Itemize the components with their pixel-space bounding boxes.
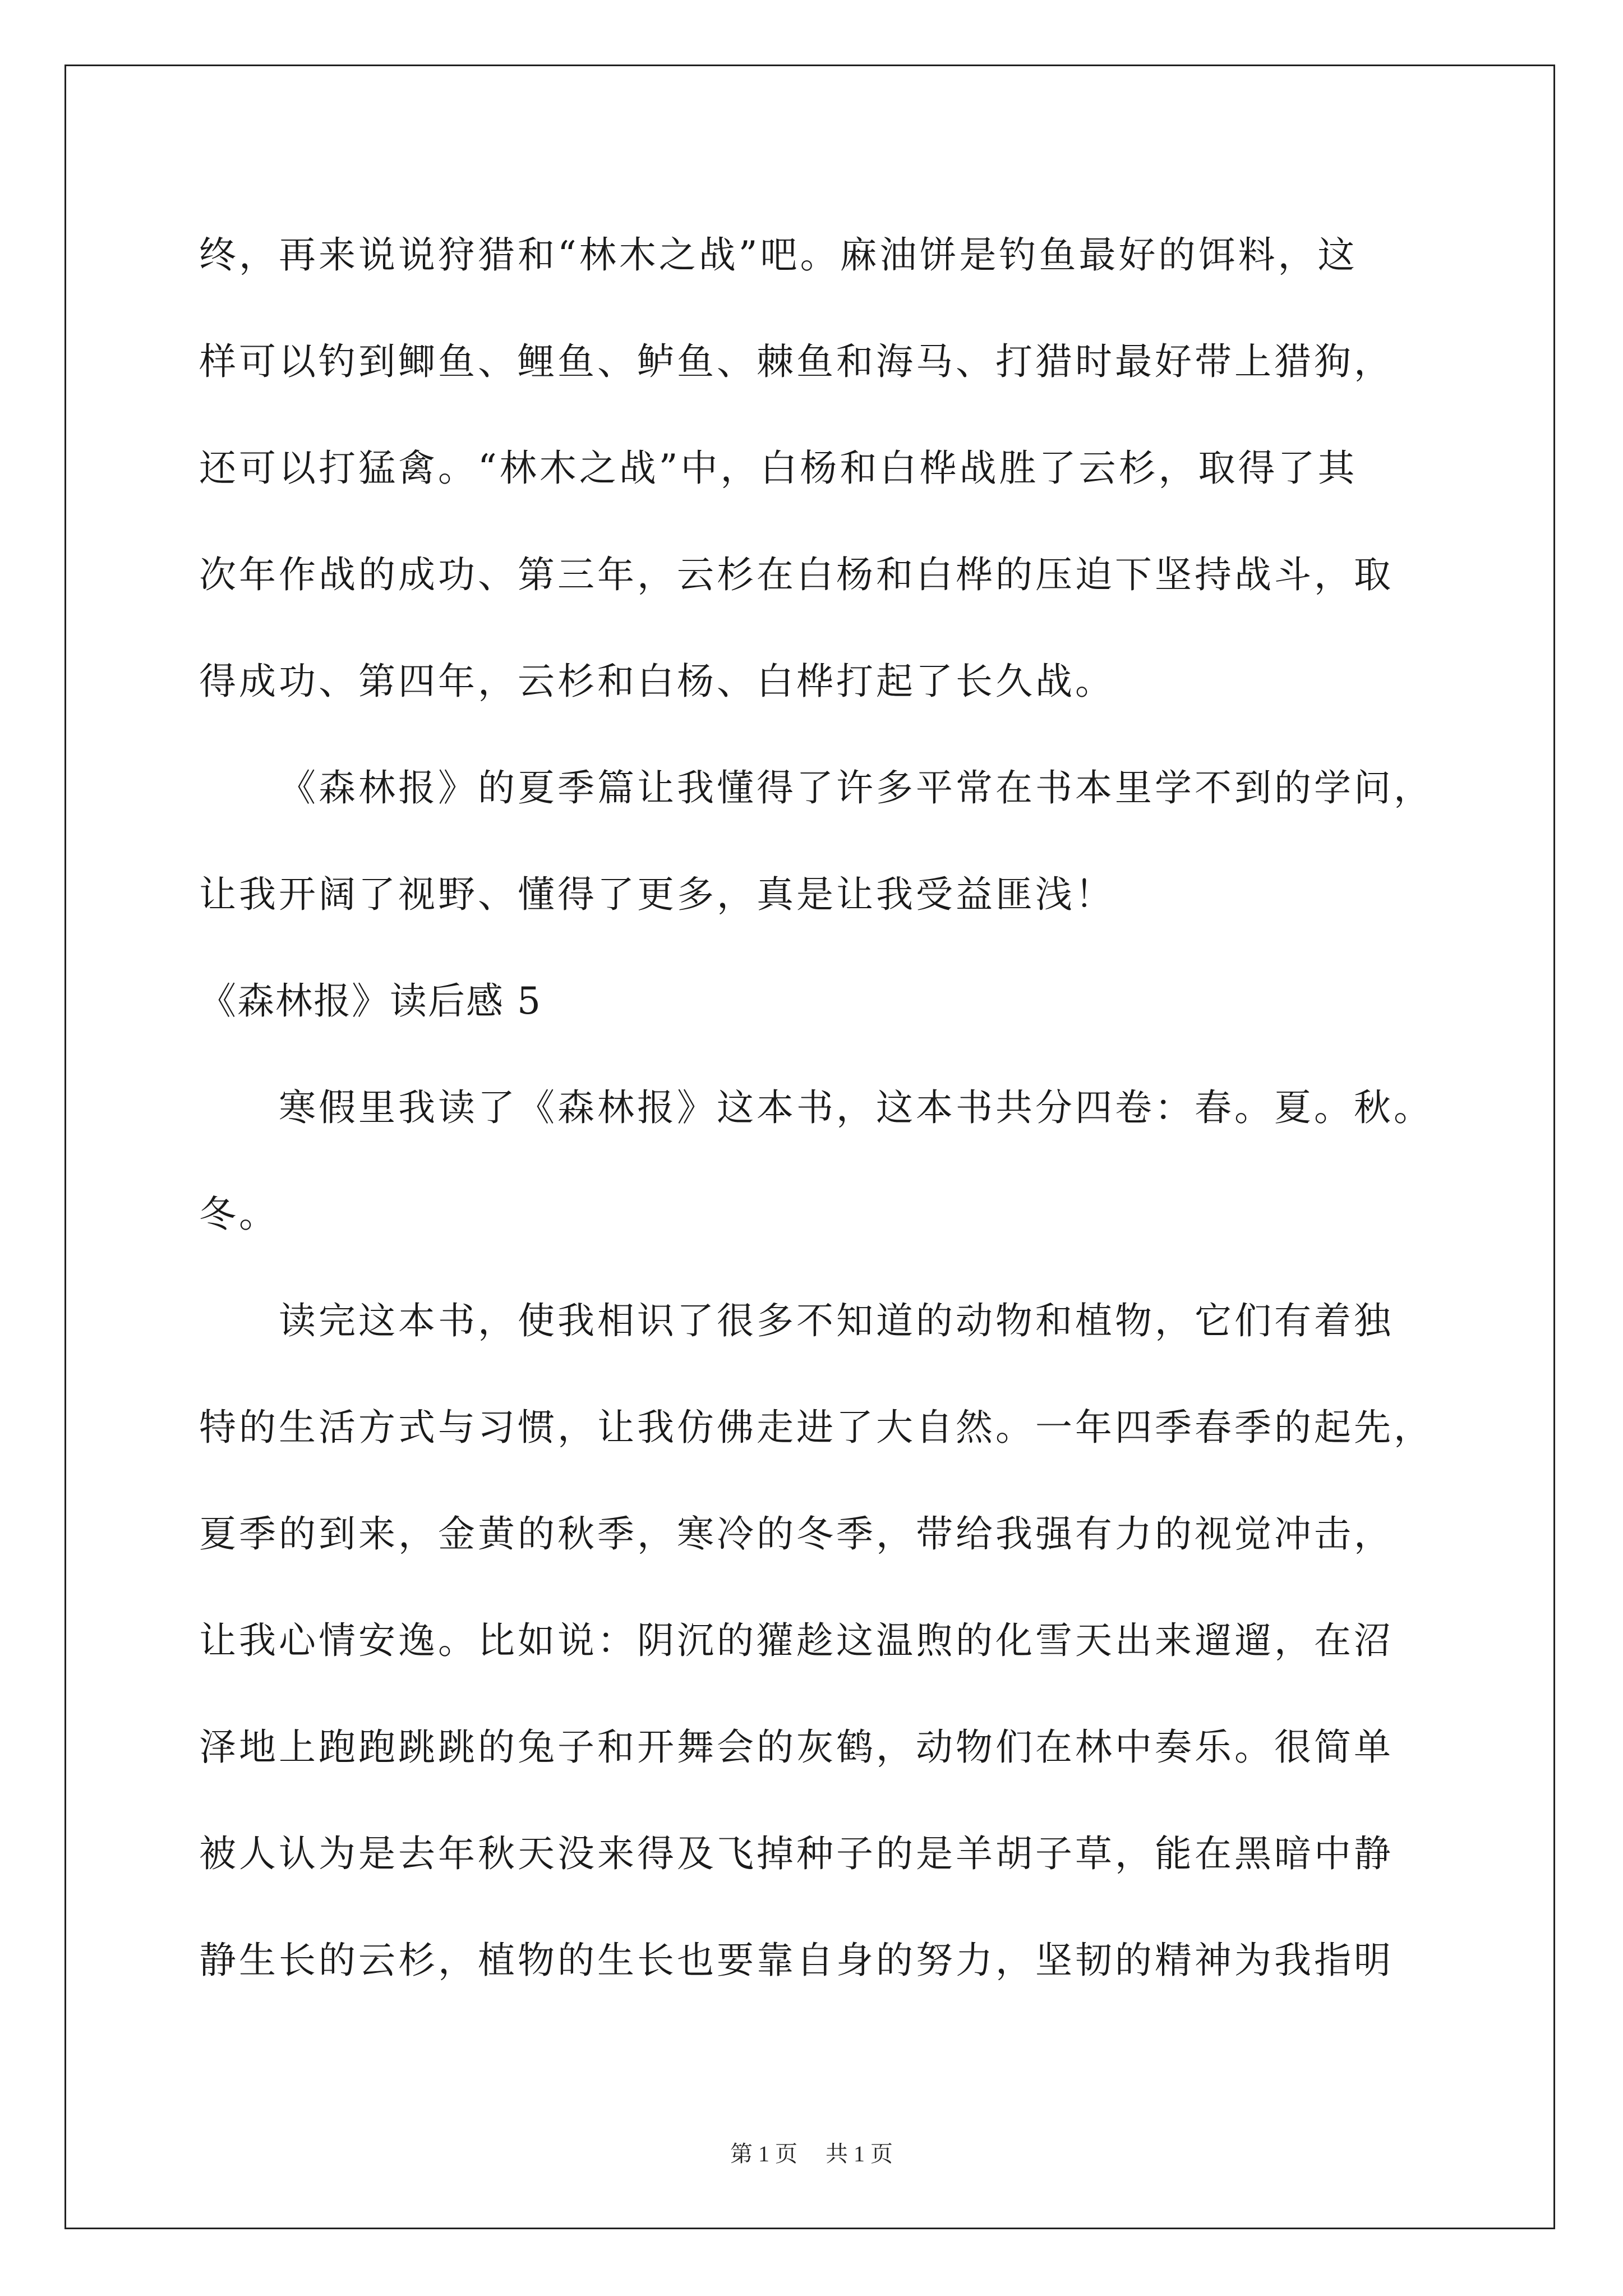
document-body (199, 202, 1433, 2014)
paragraph-line: 寒假里我读了《森林报》这本书，这本书共分四卷：春。夏。秋。 (279, 1086, 1433, 1129)
paragraph-line: 被人认为是去年秋天没来得及飞掉种子的是羊胡子草，能在黑暗中静 (199, 1832, 1394, 1875)
paragraph-line: 还可以打猛禽。“林木之战”中，白杨和白桦战胜了云杉，取得了其 (199, 447, 1358, 490)
paragraph-line: 泽地上跑跑跳跳的兔子和开舞会的灰鹤，动物们在林中奏乐。很简单 (199, 1726, 1394, 1769)
paragraph-line: 特的生活方式与习惯，让我仿佛走进了大自然。一年四季春季的起先， (199, 1406, 1433, 1449)
paragraph-line: 读完这本书，使我相识了很多不知道的动物和植物，它们有着独 (279, 1299, 1394, 1342)
paragraph-line: 让我心情安逸。比如说：阴沉的獾趁这温煦的化雪天出来遛遛，在沼 (199, 1619, 1394, 1662)
paragraph-line: 得成功、第四年，云杉和白杨、白桦打起了长久战。 (199, 660, 1115, 703)
page-total: 共 1 页 (826, 2141, 893, 2166)
paragraph-line: 次年作战的成功、第三年，云杉在白杨和白桦的压迫下坚持战斗，取 (199, 553, 1394, 596)
paragraph-line: 《森林报》的夏季篇让我懂得了许多平常在书本里学不到的学问， (279, 766, 1433, 809)
section-heading: 《森林报》读后感 5 (199, 979, 542, 1023)
paragraph-line: 冬。 (199, 1193, 279, 1236)
page-footer (0, 2136, 1623, 2168)
paragraph-line: 让我开阔了视野、懂得了更多，真是让我受益匪浅！ (199, 873, 1115, 916)
paragraph-line: 终，再来说说狩猎和“林木之战”吧。麻油饼是钓鱼最好的饵料，这 (199, 233, 1358, 277)
paragraph-line: 静生长的云杉，植物的生长也要靠自身的努力，坚韧的精神为我指明 (199, 1939, 1394, 1982)
paragraph-line: 样可以钓到鲫鱼、鲤鱼、鲈鱼、棘鱼和海马、打猎时最好带上猎狗， (199, 340, 1394, 383)
page-number: 第 1 页 (730, 2141, 797, 2166)
paragraph-line: 夏季的到来，金黄的秋季，寒冷的冬季，带给我强有力的视觉冲击， (199, 1512, 1394, 1556)
